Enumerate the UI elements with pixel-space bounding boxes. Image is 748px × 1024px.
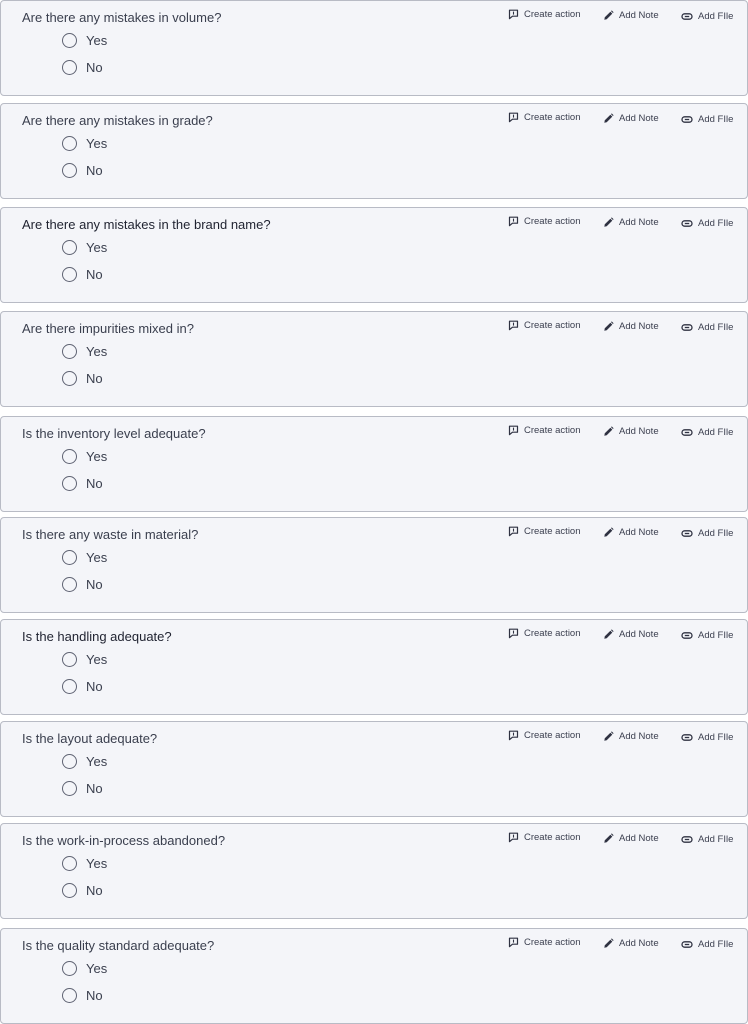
comment-flag-icon [508,832,519,843]
option-no-label: No [86,679,103,694]
question-card [0,823,748,919]
add-file-button[interactable] [681,834,733,845]
pencil-icon [603,321,614,332]
paperclip-icon [681,219,693,228]
radio-no[interactable] [62,476,77,491]
add-file-label: Add FIle [698,11,734,22]
option-yes-label: Yes [86,136,108,151]
question-card [0,103,748,199]
add-file-button[interactable] [681,218,733,229]
create-action-label: Create action [524,425,581,436]
add-note-label: Add Note [619,833,659,844]
add-file-label: Add FIle [698,939,734,950]
comment-flag-icon [508,937,519,948]
question-text: Is the quality standard adequate? [22,938,215,953]
question-text: Are there impurities mixed in? [22,321,194,336]
pencil-icon [603,938,614,949]
option-no[interactable] [62,60,103,75]
option-no-label: No [86,371,103,386]
radio-yes[interactable] [62,754,77,769]
option-no[interactable] [62,371,103,386]
radio-no[interactable] [62,267,77,282]
add-note-button[interactable] [603,629,659,640]
option-yes-label: Yes [86,33,108,48]
add-file-button[interactable] [681,939,733,950]
option-no-label: No [86,988,103,1003]
create-action-button[interactable] [508,320,581,331]
paperclip-icon [681,115,693,124]
add-file-button[interactable] [681,11,733,22]
create-action-label: Create action [524,526,581,537]
option-yes-label: Yes [86,754,108,769]
radio-yes[interactable] [62,961,77,976]
add-file-label: Add FIle [698,218,734,229]
create-action-label: Create action [524,730,581,741]
question-card [0,0,748,96]
option-no[interactable] [62,163,103,178]
add-file-label: Add FIle [698,528,734,539]
option-yes-label: Yes [86,961,108,976]
option-yes[interactable] [62,240,107,255]
paperclip-icon [681,12,693,21]
option-no[interactable] [62,267,103,282]
comment-flag-icon [508,425,519,436]
add-note-label: Add Note [619,527,659,538]
add-file-button[interactable] [681,114,733,125]
radio-yes[interactable] [62,652,77,667]
comment-flag-icon [508,320,519,331]
option-no[interactable] [62,577,103,592]
create-action-button[interactable] [508,216,581,227]
add-file-label: Add FIle [698,427,734,438]
paperclip-icon [681,529,693,538]
create-action-label: Create action [524,112,581,123]
add-note-label: Add Note [619,113,659,124]
question-text: Are there any mistakes in volume? [22,10,222,25]
add-note-button[interactable] [603,833,659,844]
option-yes-label: Yes [86,856,108,871]
radio-yes[interactable] [62,344,77,359]
create-action-button[interactable] [508,628,581,639]
paperclip-icon [681,835,693,844]
create-action-button[interactable] [508,425,581,436]
add-note-button[interactable] [603,10,659,21]
add-note-label: Add Note [619,731,659,742]
pencil-icon [603,527,614,538]
comment-flag-icon [508,526,519,537]
radio-no[interactable] [62,60,77,75]
option-no-label: No [86,883,103,898]
paperclip-icon [681,631,693,640]
question-card [0,721,748,817]
add-note-button[interactable] [603,321,659,332]
option-no-label: No [86,476,103,491]
question-card [0,207,748,303]
pencil-icon [603,833,614,844]
add-file-label: Add FIle [698,834,734,845]
add-note-label: Add Note [619,629,659,640]
pencil-icon [603,217,614,228]
radio-yes[interactable] [62,136,77,151]
radio-no[interactable] [62,371,77,386]
paperclip-icon [681,428,693,437]
comment-flag-icon [508,730,519,741]
option-no[interactable] [62,476,103,491]
create-action-label: Create action [524,9,581,20]
add-note-button[interactable] [603,938,659,949]
option-yes-label: Yes [86,550,108,565]
option-no[interactable] [62,988,103,1003]
question-text: Is the handling adequate? [22,629,172,644]
comment-flag-icon [508,112,519,123]
option-no[interactable] [62,679,103,694]
option-yes[interactable] [62,449,107,464]
create-action-label: Create action [524,832,581,843]
add-file-button[interactable] [681,630,733,641]
option-yes-label: Yes [86,240,108,255]
question-card [0,619,748,715]
paperclip-icon [681,940,693,949]
question-card [0,311,748,407]
option-yes[interactable] [62,136,107,151]
question-text: Is the inventory level adequate? [22,426,206,441]
question-text: Is there any waste in material? [22,527,199,542]
option-yes[interactable] [62,754,107,769]
add-note-label: Add Note [619,321,659,332]
radio-yes[interactable] [62,550,77,565]
radio-yes[interactable] [62,240,77,255]
option-no-label: No [86,163,103,178]
option-no-label: No [86,60,103,75]
paperclip-icon [681,733,693,742]
question-card [0,416,748,512]
option-yes[interactable] [62,550,107,565]
add-file-button[interactable] [681,732,733,743]
question-text: Is the layout adequate? [22,731,158,746]
pencil-icon [603,731,614,742]
create-action-button[interactable] [508,730,581,741]
option-yes[interactable] [62,344,107,359]
question-text: Are there any mistakes in the brand name? [22,217,271,232]
radio-no[interactable] [62,988,77,1003]
radio-no[interactable] [62,679,77,694]
create-action-label: Create action [524,216,581,227]
pencil-icon [603,426,614,437]
option-yes[interactable] [62,961,107,976]
add-note-button[interactable] [603,113,659,124]
add-note-label: Add Note [619,10,659,21]
question-card [0,517,748,613]
radio-no[interactable] [62,781,77,796]
radio-yes[interactable] [62,856,77,871]
option-yes-label: Yes [86,449,108,464]
radio-no[interactable] [62,577,77,592]
radio-no[interactable] [62,163,77,178]
radio-no[interactable] [62,883,77,898]
option-yes[interactable] [62,856,107,871]
create-action-label: Create action [524,628,581,639]
add-file-label: Add FIle [698,114,734,125]
add-file-button[interactable] [681,427,733,438]
add-file-label: Add FIle [698,732,734,743]
option-yes-label: Yes [86,344,108,359]
option-no[interactable] [62,883,103,898]
add-note-button[interactable] [603,731,659,742]
radio-yes[interactable] [62,33,77,48]
add-note-button[interactable] [603,527,659,538]
question-text: Is the work-in-process abandoned? [22,833,226,848]
add-note-button[interactable] [603,426,659,437]
add-file-label: Add FIle [698,322,734,333]
comment-flag-icon [508,9,519,20]
pencil-icon [603,113,614,124]
add-file-button[interactable] [681,528,733,539]
question-card [0,928,748,1024]
paperclip-icon [681,323,693,332]
comment-flag-icon [508,628,519,639]
option-yes[interactable] [62,33,107,48]
add-file-button[interactable] [681,322,733,333]
add-note-button[interactable] [603,217,659,228]
pencil-icon [603,10,614,21]
add-note-label: Add Note [619,938,659,949]
option-no-label: No [86,577,103,592]
create-action-button[interactable] [508,832,581,843]
question-text: Are there any mistakes in grade? [22,113,213,128]
create-action-label: Create action [524,320,581,331]
option-no[interactable] [62,781,103,796]
create-action-label: Create action [524,937,581,948]
option-yes-label: Yes [86,652,108,667]
option-no-label: No [86,781,103,796]
add-note-label: Add Note [619,217,659,228]
add-note-label: Add Note [619,426,659,437]
create-action-button[interactable] [508,9,581,20]
create-action-button[interactable] [508,937,581,948]
radio-yes[interactable] [62,449,77,464]
create-action-button[interactable] [508,112,581,123]
comment-flag-icon [508,216,519,227]
option-no-label: No [86,267,103,282]
create-action-button[interactable] [508,526,581,537]
option-yes[interactable] [62,652,107,667]
pencil-icon [603,629,614,640]
add-file-label: Add FIle [698,630,734,641]
